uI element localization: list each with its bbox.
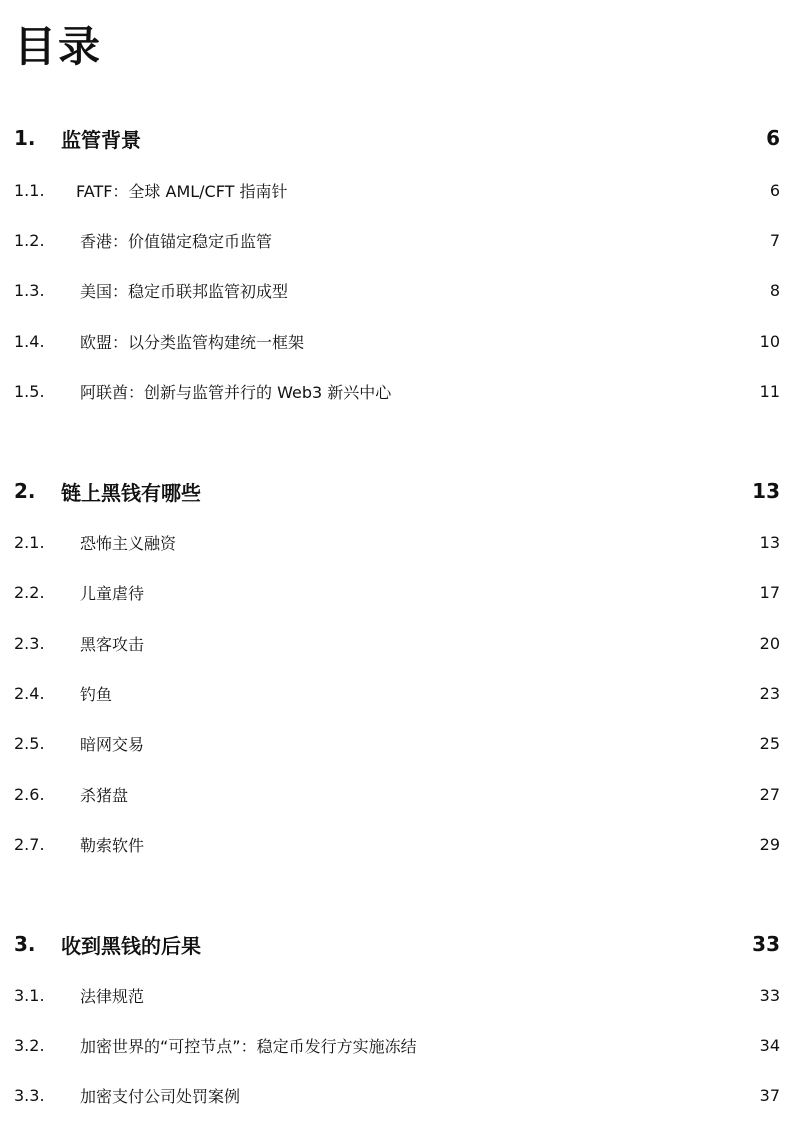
entry-title: 勒索软件 [80, 835, 145, 855]
entry-title: 加密支付公司处罚案例 [80, 1086, 241, 1106]
section-page: 6 [766, 126, 780, 150]
entry-number: 2.6. [14, 784, 45, 804]
entry-title: 暗网交易 [80, 734, 145, 754]
page-title: 目录 [14, 22, 103, 71]
toc-entry-1-3[interactable] [14, 275, 780, 305]
entry-number: 3.3. [14, 1085, 45, 1105]
section-number: 1. [14, 126, 36, 150]
entry-title: 黑客攻击 [80, 634, 145, 654]
entry-page: 23 [759, 683, 780, 703]
toc-section-1[interactable] [14, 123, 780, 153]
entry-title: FATF：全球 AML/CFT 指南针 [76, 181, 288, 201]
section-title: 收到黑钱的后果 [61, 933, 201, 958]
entry-number: 1.5. [14, 381, 45, 401]
entry-page: 13 [759, 532, 780, 552]
section-number: 3. [14, 932, 36, 956]
entry-page: 7 [769, 230, 780, 250]
toc-entry-2-4[interactable] [14, 678, 780, 708]
toc-entry-2-7[interactable] [14, 829, 780, 859]
entry-title: 儿童虐待 [80, 583, 145, 603]
section-page: 13 [752, 479, 780, 503]
entry-page: 34 [759, 1035, 780, 1055]
section-title: 监管背景 [61, 127, 141, 152]
entry-page: 17 [759, 582, 780, 602]
toc-entry-1-1[interactable] [14, 175, 780, 205]
entry-title: 欧盟：以分类监管构建统一框架 [80, 332, 305, 352]
entry-page: 6 [769, 180, 780, 200]
entry-number: 1.4. [14, 331, 45, 351]
entry-title: 钓鱼 [80, 684, 113, 704]
entry-title: 美国：稳定币联邦监管初成型 [80, 281, 289, 301]
toc-entry-3-3[interactable] [14, 1080, 780, 1110]
entry-title: 加密世界的“可控节点”：稳定币发行方实施冻结 [80, 1036, 417, 1056]
entry-number: 2.7. [14, 834, 45, 854]
entry-page: 29 [759, 834, 780, 854]
section-page: 33 [752, 932, 780, 956]
entry-page: 37 [759, 1085, 780, 1105]
entry-number: 2.5. [14, 733, 45, 753]
toc-entry-2-2[interactable] [14, 577, 780, 607]
entry-number: 1.3. [14, 280, 45, 300]
entry-title: 阿联酋：创新与监管并行的 Web3 新兴中心 [80, 382, 392, 402]
entry-title: 香港：价值锚定稳定币监管 [80, 231, 273, 251]
toc-entry-3-2[interactable] [14, 1030, 780, 1060]
entry-title: 恐怖主义融资 [80, 533, 177, 553]
toc-entry-1-2[interactable] [14, 225, 780, 255]
entry-page: 20 [759, 633, 780, 653]
entry-number: 1.2. [14, 230, 45, 250]
section-number: 2. [14, 479, 36, 503]
entry-title: 法律规范 [80, 986, 145, 1006]
toc-entry-2-3[interactable] [14, 628, 780, 658]
toc-entry-2-6[interactable] [14, 779, 780, 809]
entry-page: 11 [759, 381, 780, 401]
entry-page: 8 [769, 280, 780, 300]
entry-number: 2.1. [14, 532, 45, 552]
toc-entry-1-4[interactable] [14, 326, 780, 356]
entry-number: 3.1. [14, 985, 45, 1005]
toc-section-2[interactable] [14, 476, 780, 506]
section-title: 链上黑钱有哪些 [61, 480, 201, 505]
entry-number: 3.2. [14, 1035, 45, 1055]
entry-page: 25 [759, 733, 780, 753]
entry-number: 1.1. [14, 180, 45, 200]
entry-number: 2.4. [14, 683, 45, 703]
toc-section-3[interactable] [14, 929, 780, 959]
entry-page: 33 [759, 985, 780, 1005]
toc-entry-1-5[interactable] [14, 376, 780, 406]
entry-number: 2.2. [14, 582, 45, 602]
entry-page: 27 [759, 784, 780, 804]
entry-page: 10 [759, 331, 780, 351]
toc-entry-2-1[interactable] [14, 527, 780, 557]
toc-entry-3-1[interactable] [14, 980, 780, 1010]
entry-title: 杀猪盘 [80, 785, 129, 805]
entry-number: 2.3. [14, 633, 45, 653]
toc-entry-2-5[interactable] [14, 728, 780, 758]
